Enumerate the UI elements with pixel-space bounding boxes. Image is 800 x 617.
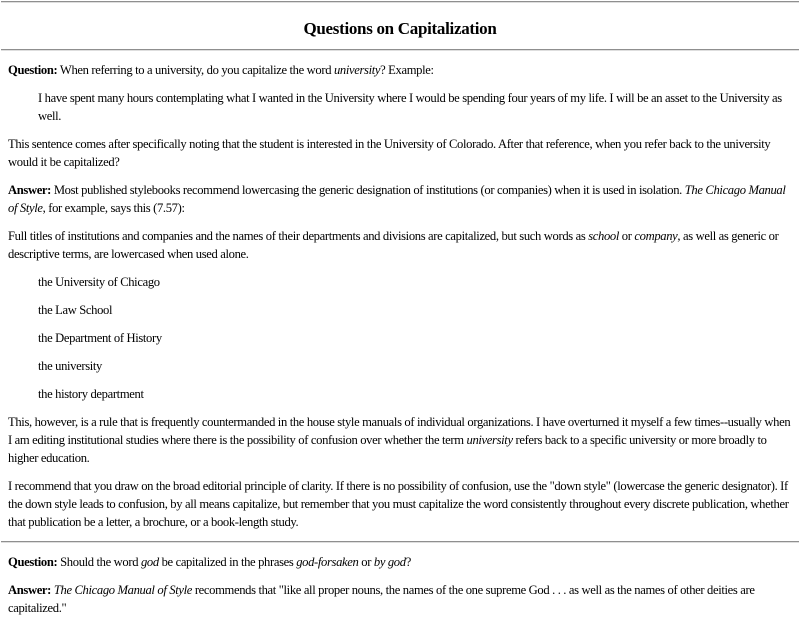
- bold-text-run: Question:: [8, 63, 58, 77]
- question-1-example-text: I have spent many hours contemplating what I wanted in the University where I would be spending four years of my life. I will be an asset to the University as well.: [38, 91, 782, 123]
- answer-2-text: Answer: The Chicago Manual of Style recommends that "like all proper nouns, the names of the one supreme God . . . as well as the names of other deities are capitalized.": [8, 583, 755, 615]
- italic-text-run: company: [634, 229, 678, 243]
- question-2-text: Question: Should the word god be capitalized in the phrases god-forsaken or by god?: [8, 555, 411, 569]
- example-item: the University of Chicago: [38, 275, 160, 289]
- question-1-text: Question: When referring to a university, do you capitalize the word university? Example:: [8, 63, 434, 77]
- bold-text-run: Answer:: [8, 583, 52, 597]
- answer-1-caveat-text: This, however, is a rule that is frequently countermanded in the house style manuals of individual organizations. I have overturned it myself a few times--usually when I am editing institutional studies where there is the possibility of confusion over whether the term university refers back to a specific university or more broadly to higher education.: [8, 415, 791, 465]
- italic-text-run: god-forsaken: [296, 555, 359, 569]
- answer-1-examples-block: [38, 273, 792, 403]
- question-1-example-block: [38, 89, 792, 125]
- section-divider-rule: [1, 541, 799, 543]
- italic-text-run: university: [466, 433, 513, 447]
- bold-text-run: Answer:: [8, 183, 52, 197]
- italic-text-run: The Chicago Manual of Style: [8, 183, 786, 215]
- page-title: Questions on Capitalization: [303, 19, 497, 38]
- bold-text-run: Question:: [8, 555, 58, 569]
- example-item: the university: [38, 359, 103, 373]
- example-item: the Department of History: [38, 331, 162, 345]
- example-item: the history department: [38, 387, 144, 401]
- italic-text-run: The Chicago Manual of Style: [53, 583, 193, 597]
- answer-1-recommendation-text: I recommend that you draw on the broad editorial principle of clarity. If there is no possibility of confusion, use the "down style" (lowercase the generic designator). If the down style leads to confusion, by all means capitalize, but remember that you must capitalize the word consistently throughout every discrete publication, whether that publication be a letter, a brochure, or a book-length study.: [8, 479, 789, 529]
- italic-text-run: school: [588, 229, 619, 243]
- document-page: [0, 1, 800, 617]
- title-rule: [1, 49, 799, 51]
- answer-1-rule-text: Full titles of institutions and companies and the names of their departments and divisions are capitalized, but such words as school or company, as well as generic or descriptive terms, are lowercased when used alone.: [8, 229, 779, 261]
- italic-text-run: by god: [373, 555, 406, 569]
- question-1-followup-text: This sentence comes after specifically noting that the student is interested in the University of Colorado. After that reference, when you refer back to the university would it be capitalized?: [8, 137, 771, 169]
- example-item: the Law School: [38, 303, 113, 317]
- top-rule: [1, 1, 799, 3]
- italic-text-run: university: [333, 63, 381, 77]
- italic-text-run: god: [140, 555, 159, 569]
- answer-1-intro-text: Answer: Most published stylebooks recommend lowercasing the generic designation of institutions (or companies) when it is used in isolation. The Chicago Manual of Style, for example, says this (7.57):: [8, 183, 786, 215]
